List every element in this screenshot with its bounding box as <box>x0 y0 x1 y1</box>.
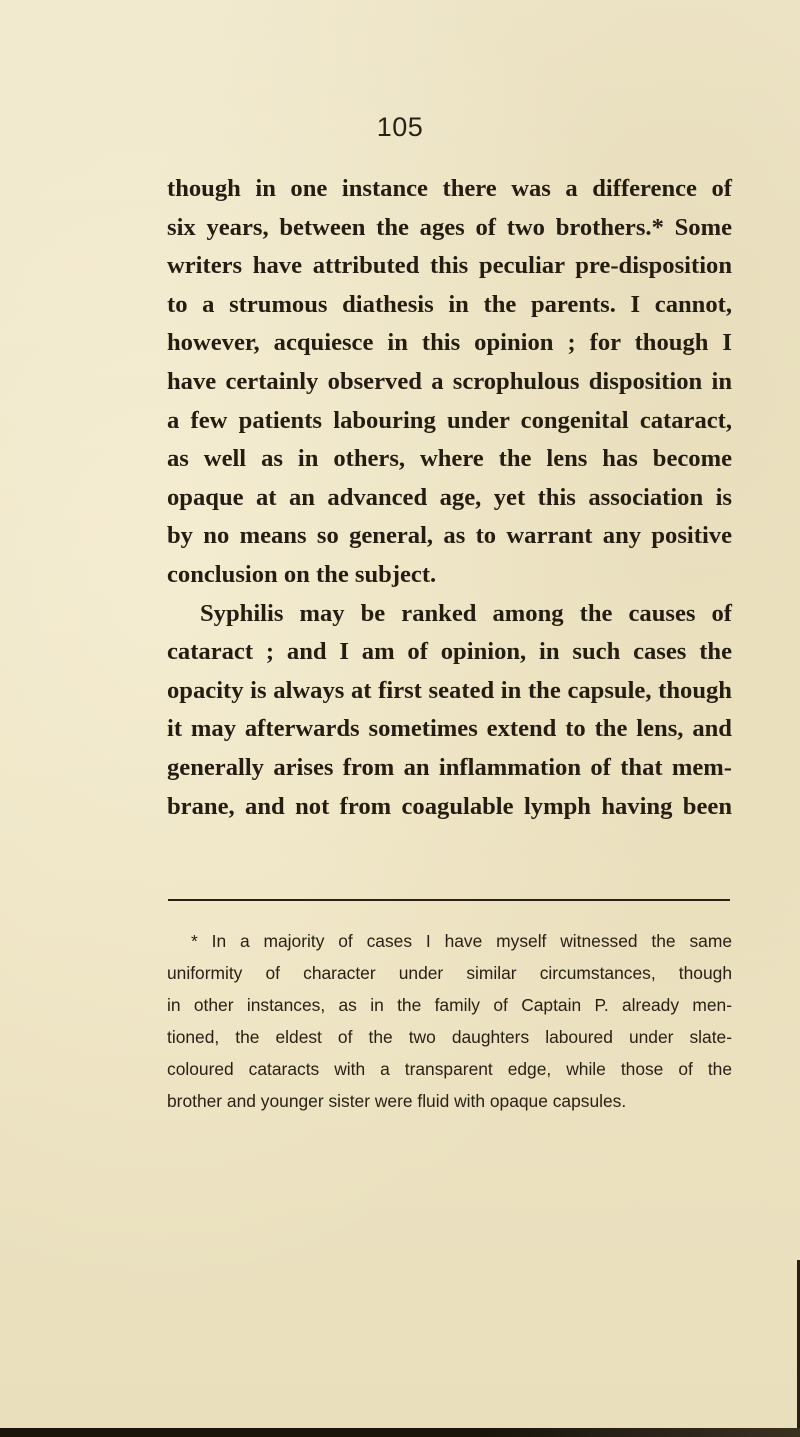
body-line: opacity is always at first seated in the capsule, though <box>167 676 732 704</box>
body-line: opaque at an advanced age, yet this association is <box>167 483 732 511</box>
footnote-line: coloured cataracts with a transparent edge, while those of the <box>167 1059 732 1079</box>
body-line: however, acquiesce in this opinion ; for though I <box>167 329 732 357</box>
body-line: have certainly observed a scrophulous disposition in <box>167 367 732 395</box>
body-line: six years, between the ages of two brothers.* Some <box>167 213 732 241</box>
page-bottom-edge <box>0 1428 800 1437</box>
body-line: writers have attributed this peculiar pre-disposition <box>167 252 732 280</box>
body-line: it may afterwards sometimes extend to the lens, and <box>167 715 732 743</box>
body-line: generally arises from an inflammation of that mem- <box>167 753 732 781</box>
page-number: 105 <box>376 112 424 142</box>
footnote <box>167 925 732 1117</box>
body-line: brane, and not from coagulable lymph having been <box>167 792 732 820</box>
body-line: cataract ; and I am of opinion, in such cases the <box>167 638 732 666</box>
footnote-rule <box>168 899 730 901</box>
body-line: a few patients labouring under congenital cataract, <box>167 406 732 434</box>
body-line: conclusion on the subject. <box>167 560 437 588</box>
body-line: as well as in others, where the lens has become <box>167 445 732 473</box>
body-line: by no means so general, as to warrant any positive <box>167 522 732 550</box>
body-line-paragraph-start: Syphilis may be ranked among the causes of <box>200 599 732 627</box>
body-line: to a strumous diathesis in the parents. I cannot, <box>167 290 732 318</box>
footnote-line: tioned, the eldest of the two daughters laboured under slate- <box>167 1027 732 1047</box>
footnote-line: * In a majority of cases I have myself witnessed the same <box>191 931 732 951</box>
footnote-line: brother and younger sister were fluid with opaque capsules. <box>167 1091 627 1111</box>
footnote-line: in other instances, as in the family of Captain P. already men- <box>167 995 732 1015</box>
body-line: though in one instance there was a difference of <box>167 175 732 202</box>
footnote-line: uniformity of character under similar circumstances, though <box>167 963 732 983</box>
body-text <box>167 170 732 826</box>
